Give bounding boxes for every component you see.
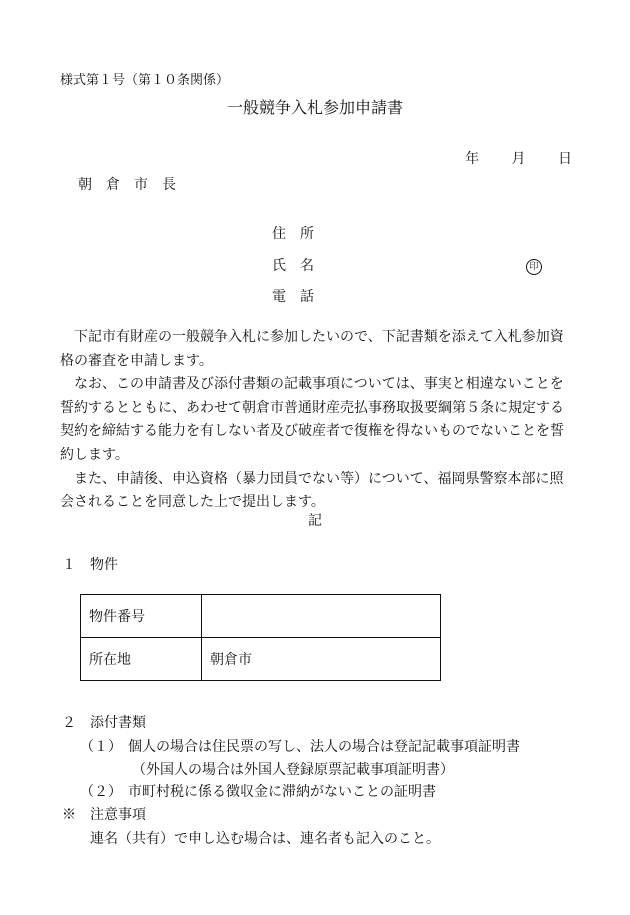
addressee: 朝倉市長 [78, 177, 190, 193]
attachment-number: （２） [80, 784, 122, 800]
attachment-text: 個人の場合は住民票の写し、法人の場合は登記記載事項証明書 [128, 739, 520, 755]
location-label: 所在地 [81, 638, 202, 681]
attachment-number: （１） [80, 739, 122, 755]
document-title: 一般競争入札参加申請書 [226, 98, 403, 117]
note-text: 連名（共有）で申し込む場合は、連名者も記入のこと。 [90, 831, 440, 847]
attachment-subtext: （外国人の場合は外国人登録原票記載事項証明書） [132, 762, 454, 778]
note-heading: ※ 注意事項 [62, 807, 146, 823]
location-value: 朝倉市 [202, 638, 441, 681]
ki-heading: 記 [308, 513, 322, 529]
seal-mark: 印 [526, 259, 542, 275]
name-label: 氏名 [272, 258, 328, 274]
table-row [81, 595, 441, 638]
property-table [80, 594, 441, 681]
form-number: 様式第１号（第１０条関係） [60, 73, 230, 88]
date-month: 月 [511, 151, 526, 167]
date-year: 年 [465, 151, 480, 167]
address-label: 住所 [272, 226, 328, 242]
property-number-value [202, 595, 441, 638]
attachment-text: 市町村税に係る徴収金に滞納がないことの証明書 [128, 784, 436, 800]
application-statement [60, 326, 575, 515]
phone-label: 電話 [272, 289, 328, 305]
property-number-label: 物件番号 [81, 595, 202, 638]
table-row [81, 638, 441, 681]
section1-heading: １ 物件 [62, 557, 118, 573]
paragraph: なお、この申請書及び添付書類の記載事項については、事実と相違ないことを誓約するとともに、あわせて朝倉市普通財産売払事務取扱要綱第５条に規定する契約を締結する能力を有しない者及び破産者で復権を得ないものでないことを誓約します。 [60, 376, 564, 463]
date-line [447, 152, 572, 166]
paragraph: 下記市有財産の一般競争入札に参加したいので、下記書類を添えて入札参加資格の審査を申請します。 [60, 329, 564, 369]
paragraph: また、申請後、申込資格（暴力団員でない等）について、福岡県警察本部に照会されることを同意した上で提出します。 [60, 470, 564, 511]
section2-heading: ２ 添付書類 [62, 715, 146, 731]
date-day: 日 [558, 151, 572, 167]
